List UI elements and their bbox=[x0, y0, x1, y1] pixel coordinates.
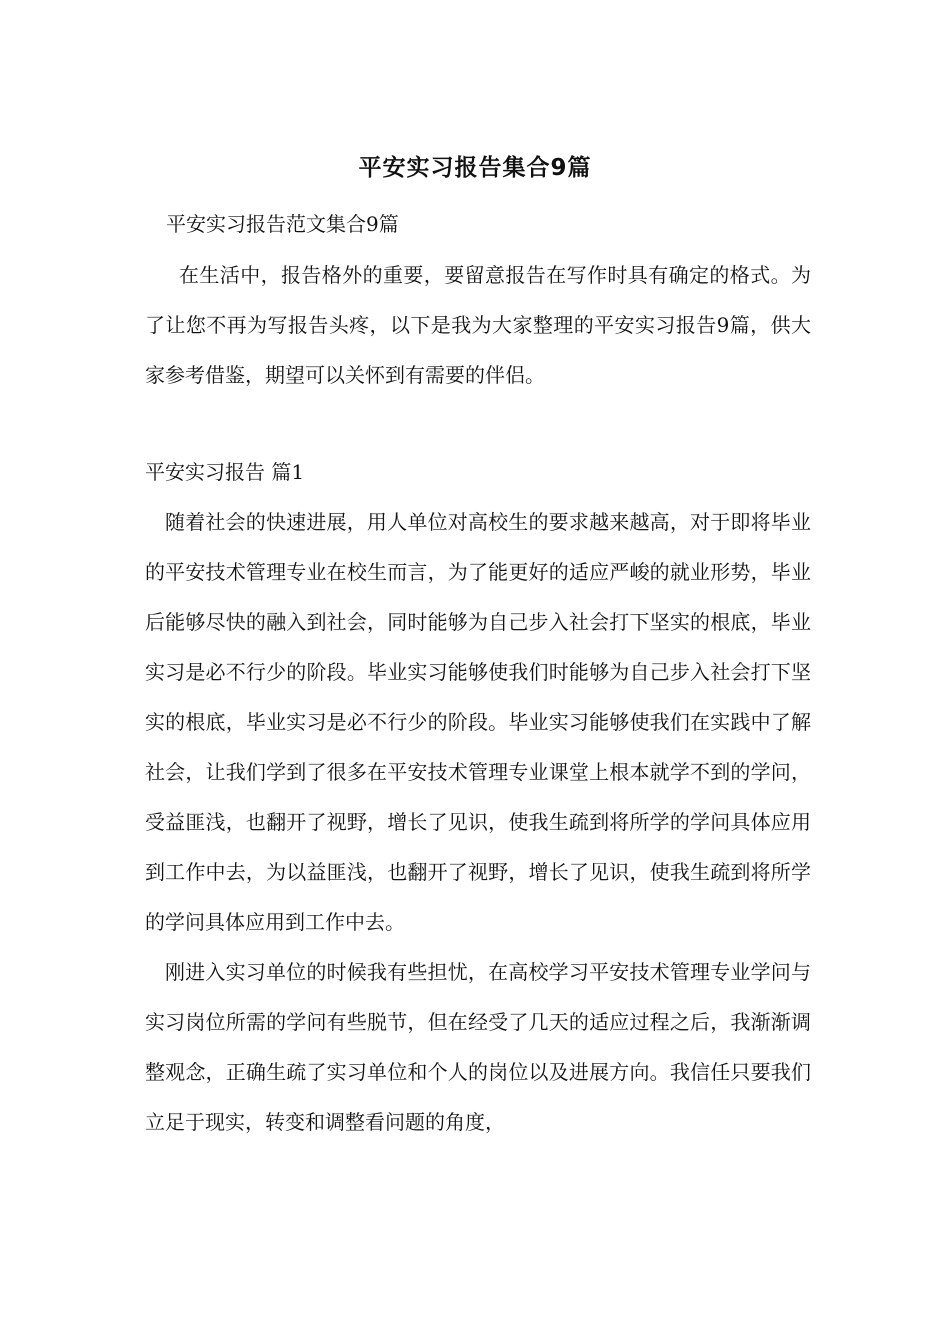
document-subtitle: 平安实习报告范文集合9篇 bbox=[166, 212, 399, 236]
document-title: 平安实习报告集合9篇 bbox=[358, 155, 592, 181]
section-heading: 平安实习报告 篇1 bbox=[145, 460, 305, 484]
body-paragraph: 刚进入实习单位的时候我有些担忧，在高校学习平安技术管理专业学问与实习岗位所需的学问有些脱节，但在经受了几天的适应过程之后，我渐渐调整观念，正确生疏了实习单位和个人的岗位以及进展方向。我信任只要我们立足于现实，转变和调整看问题的角度， bbox=[145, 960, 811, 1134]
intro-block bbox=[145, 250, 811, 400]
intro-paragraph: 在生活中，报告格外的重要，要留意报告在写作时具有确定的格式。为了让您不再为写报告头疼，以下是我为大家整理的平安实习报告9篇，供大家参考借鉴，期望可以关怀到有需要的伴侣。 bbox=[145, 263, 811, 387]
body-paragraph: 随着社会的快速进展，用人单位对高校生的要求越来越高，对于即将毕业的平安技术管理专业在校生而言，为了能更好的适应严峻的就业形势，毕业后能够尽快的融入到社会，同时能够为自己步入社会打下坚实的根底，毕业实习是必不行少的阶段。毕业实习能够使我们时能够为自己步入社会打下坚实的根底，毕业实习是必不行少的阶段。毕业实习能够使我们在实践中了解社会，让我们学到了很多在平安技术管理专业课堂上根本就学不到的学问，受益匪浅，也翻开了视野，增长了见识，使我生疏到将所学的学问具体应用到工作中去，为以益匪浅，也翻开了视野，增长了见识，使我生疏到将所学的学问具体应用到工作中去。 bbox=[145, 510, 811, 934]
section-body bbox=[145, 497, 811, 1147]
